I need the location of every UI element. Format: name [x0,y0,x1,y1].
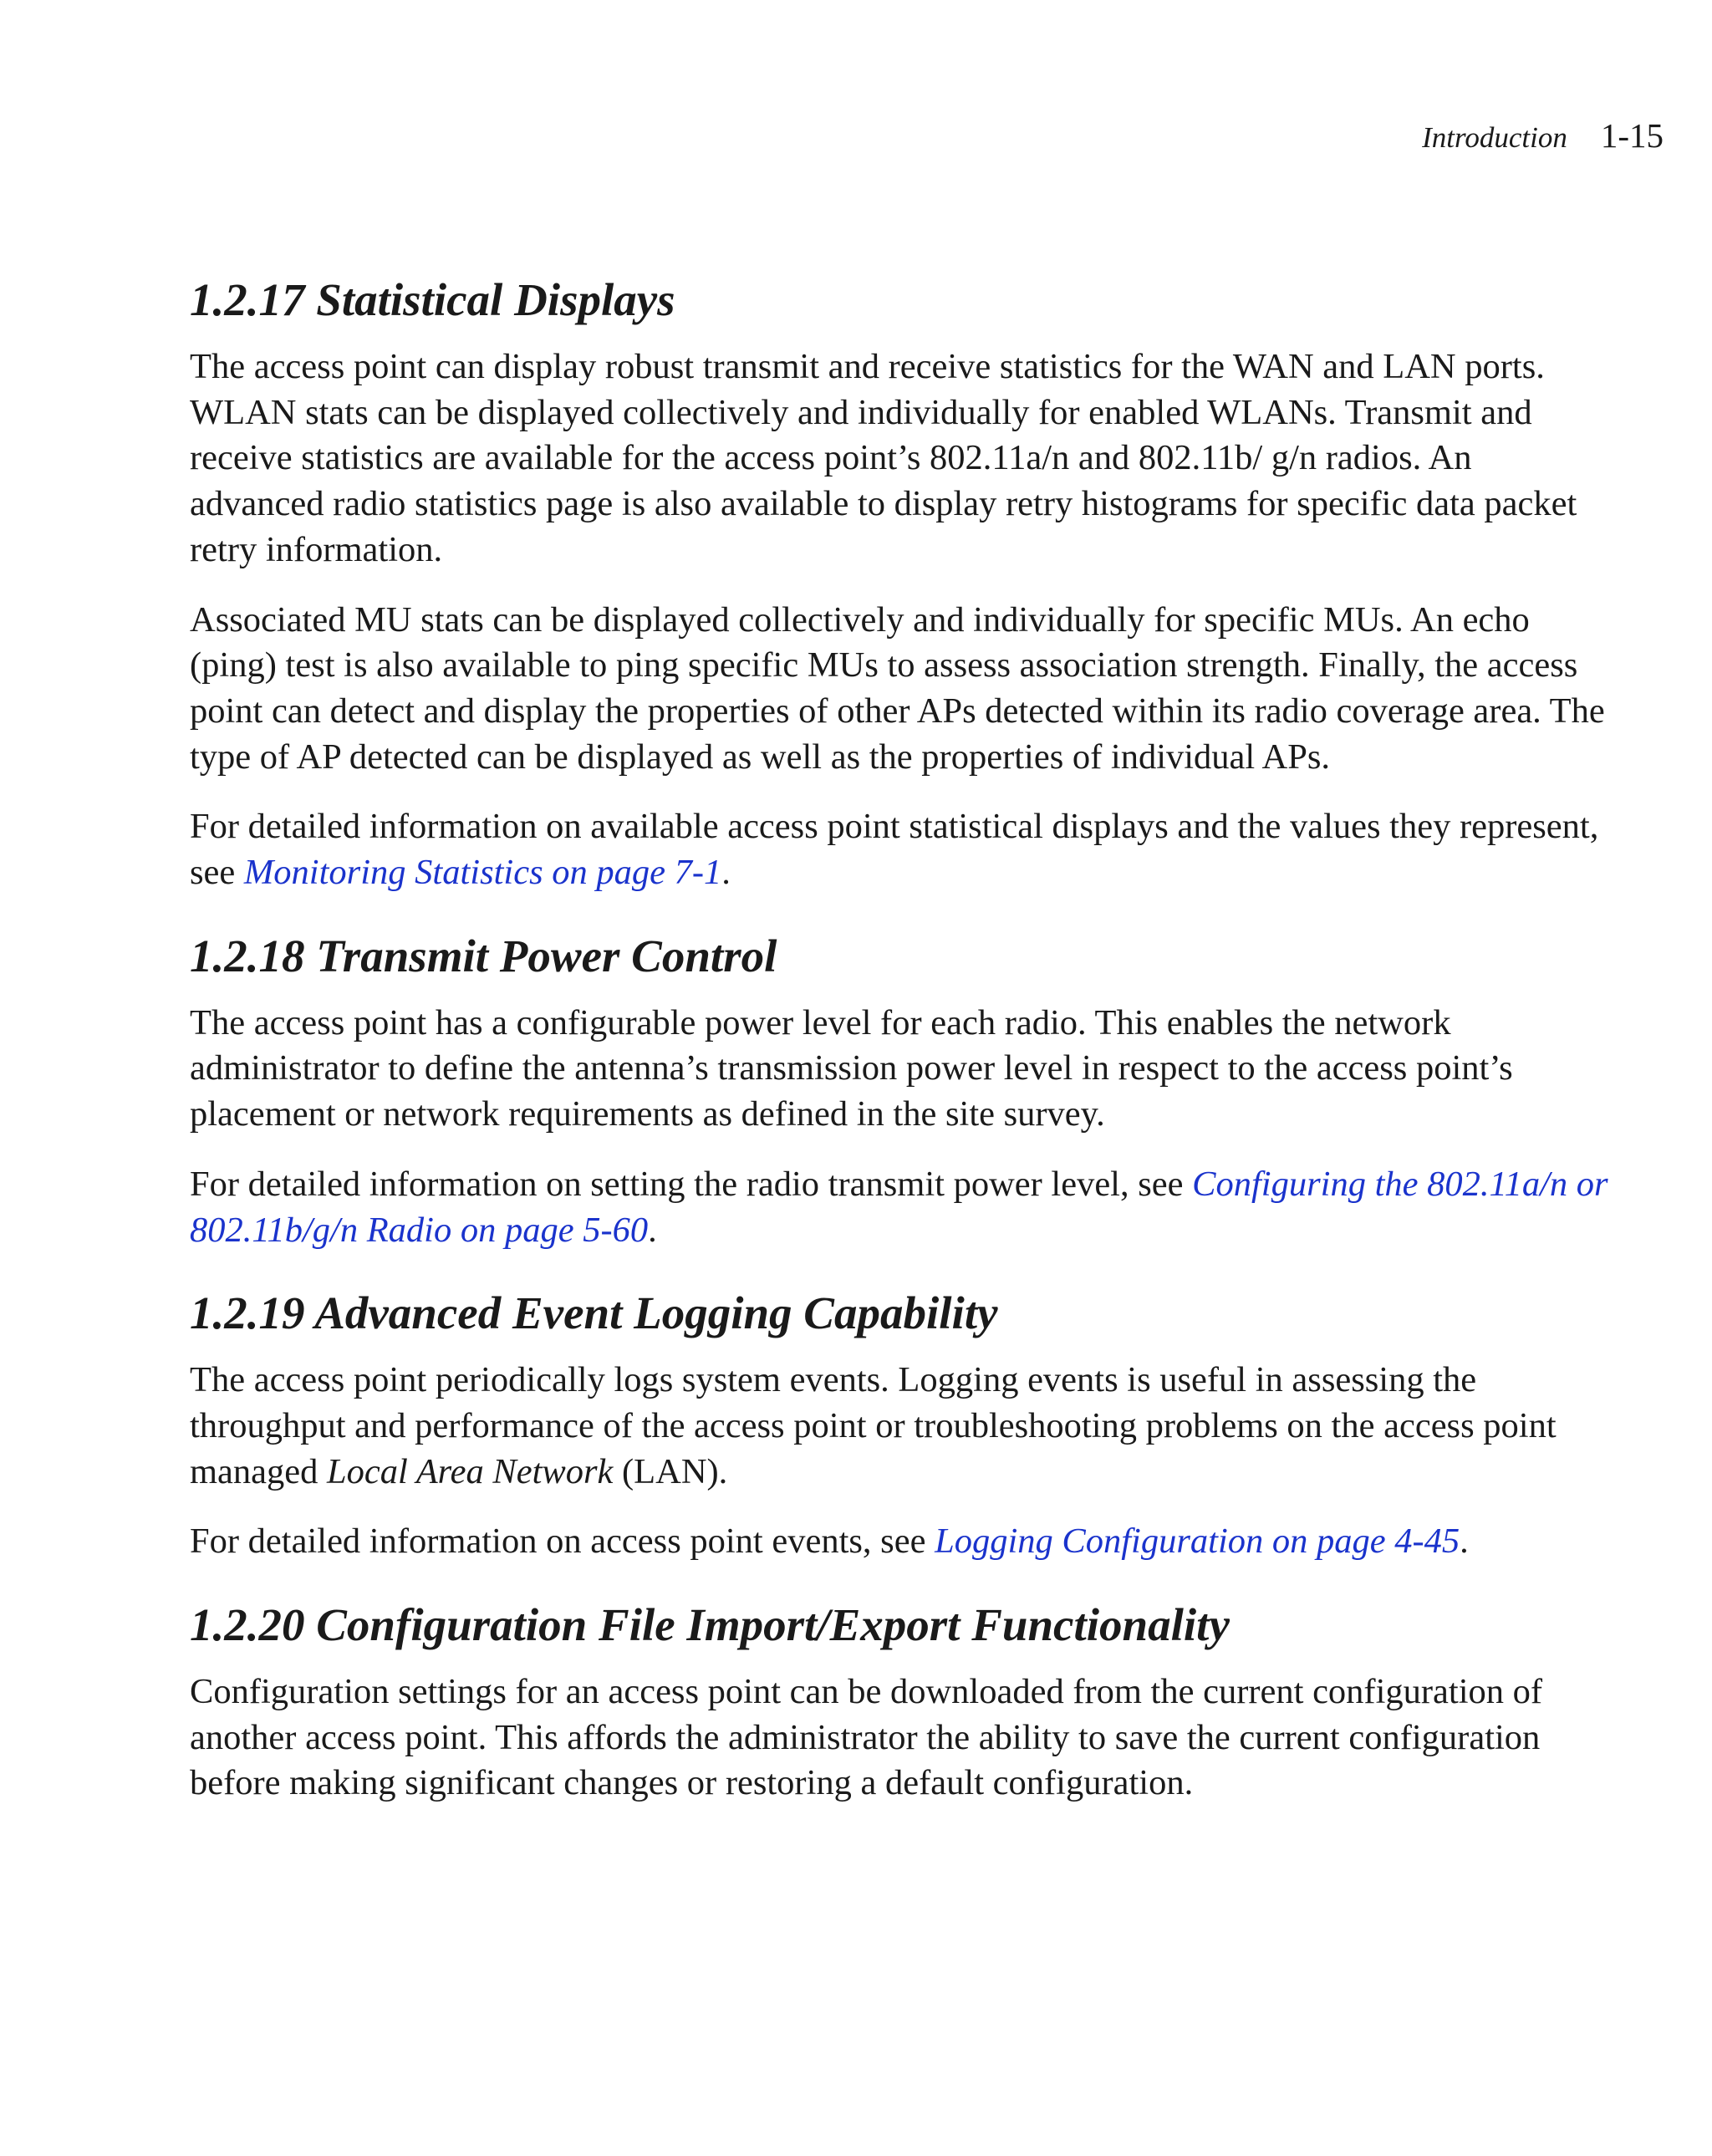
running-header [1422,115,1664,155]
section-config-import-export [190,1589,1611,1807]
section-transmit-power-control [190,920,1611,1254]
emphasis-text: Local Area Network [327,1451,614,1491]
paragraph-text: The access point periodically logs system events. Logging events is useful in assessing the throughput and performance of the access point or troubleshooting problems on the access point managed [190,1360,1557,1491]
paragraph: Configuration settings for an access point can be downloaded from the current configuration of another access point. This affords the administrator the ability to save the current configuration before making significant changes or restoring a default configuration. [190,1672,1543,1803]
paragraph-text: (LAN). [613,1451,728,1491]
cross-reference-link[interactable]: Logging Configuration on page 4-45 [935,1521,1460,1562]
paragraph [190,1162,1611,1253]
paragraph: Associated MU stats can be displayed collectively and individually for specific MUs. An echo (ping) test is also available to ping specific MUs to assess association strength. Finally, the access point can detect and display the properties of other APs detected within its radio coverage area. The type of AP detected can be displayed as well as the properties of individual APs. [190,599,1605,777]
section-heading: 1.2.17 Statistical Displays [190,274,675,325]
paragraph: The access point has a configurable power level for each radio. This enables the network administrator to define the antenna’s transmission power level in respect to the access point’s placement or network requirements as defined in the site survey. [190,1002,1513,1134]
section-heading: 1.2.18 Transmit Power Control [190,930,777,981]
paragraph-text: For detailed information on setting the radio transmit power level, see [190,1164,1193,1204]
cross-reference-link[interactable]: Configuring the 802.11a/n or 802.11b/g/n Radio on page 5-60 [190,1164,1608,1250]
paragraph-text: For detailed information on available access point statistical displays and the values they represent, see [190,807,1599,893]
section-advanced-event-logging [190,1277,1611,1565]
paragraph [190,1358,1611,1495]
section-heading: 1.2.20 Configuration File Import/Export Functionality [190,1599,1230,1651]
page-number: 1-15 [1600,116,1664,155]
paragraph-text: For detailed information on access point events, see [190,1521,935,1562]
paragraph [190,804,1611,895]
paragraph-text: . [648,1210,657,1250]
paragraph-text: . [721,853,731,893]
paragraph [190,1519,1611,1565]
paragraph-text: . [1460,1521,1469,1562]
chapter-title: Introduction [1422,121,1567,154]
paragraph: The access point can display robust transmit and receive statistics for the WAN and LAN ports. WLAN stats can be displayed collectively and individually for enabled WLANs. Transmit and receive statistics are available for the access point’s 802.11a/n and 802.11b/ g/n radios. An advanced radio statistics page is also available to display retry histograms for specific data packet retry information. [190,347,1577,569]
section-statistical-displays [190,264,1611,896]
section-heading: 1.2.19 Advanced Event Logging Capability [190,1287,998,1339]
page-content [190,264,1611,1807]
cross-reference-link[interactable]: Monitoring Statistics on page 7-1 [243,853,722,893]
